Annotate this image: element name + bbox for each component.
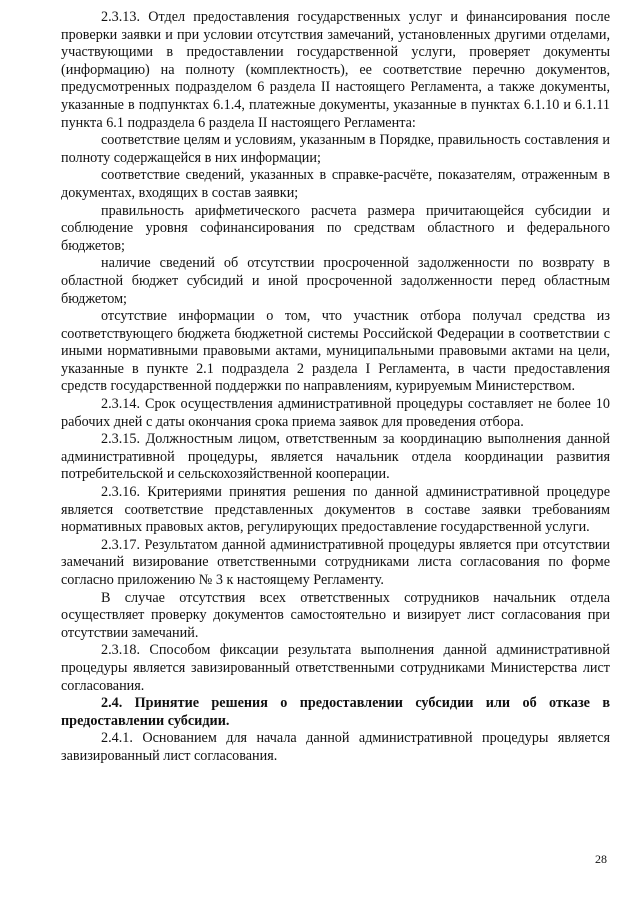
criterion-data-match: соответствие сведений, указанных в справке-расчёте, показателям, отраженным в документах, входящих в состав заявки;: [61, 167, 610, 201]
paragraph-2-4-1: 2.4.1. Основанием для начала данной административной процедуры является завизированный лист согласования.: [61, 730, 610, 764]
criterion-goals: соответствие целям и условиям, указанным в Порядке, правильность составления и полноту содержащейся в них информации;: [61, 132, 610, 166]
section-heading-2-4: 2.4. Принятие решения о предоставлении субсидии или об отказе в предоставлении субсидии.: [61, 695, 610, 729]
paragraph-2-3-18: 2.3.18. Способом фиксации результата выполнения данной административной процедуры является завизированный ответственными сотрудниками Министерства лист согласования.: [61, 642, 610, 694]
paragraph-2-3-13: 2.3.13. Отдел предоставления государственных услуг и финансирования после проверки заявки и при условии отсутствия замечаний, установленных другими отделами, участвующими в предоставлении государственной услуги, проверяет документы (информацию) на полноту (комплектность), ее соответствие перечню документов, предусмотренных подразделом 6 раздела II настоящего Регламента, а также документы, указанные в подпунктах 6.1.4, платежные документы, указанные в пунктах 6.1.10 и 6.1.11 пункта 6.1 подраздела 6 раздела II настоящего Регламента:: [61, 9, 610, 131]
criterion-no-debt: наличие сведений об отсутствии просроченной задолженности по возврату в областной бюджет субсидий и иной просроченной задолженности перед областным бюджетом;: [61, 255, 610, 307]
paragraph-2-3-16: 2.3.16. Критериями принятия решения по данной административной процедуре является соответствие представленных документов в составе заявки требованиям нормативных правовых актов, регулирующих предоставление государственной услуги.: [61, 484, 610, 536]
paragraph-2-3-15: 2.3.15. Должностным лицом, ответственным за координацию выполнения данной административной процедуры, является начальник отдела координации развития потребительской и сельскохозяйственной кооперации.: [61, 431, 610, 483]
document-page: [61, 9, 610, 766]
paragraph-2-3-17: 2.3.17. Результатом данной административной процедуры является при отсутствии замечаний визирование ответственными сотрудниками листа согласования по форме согласно приложению № 3 к настоящему Регламенту.: [61, 536, 610, 588]
paragraph-2-3-14: 2.3.14. Срок осуществления административной процедуры составляет не более 10 рабочих дней с даты окончания срока приема заявок для проведения отбора.: [61, 396, 610, 430]
page-number: 28: [595, 852, 607, 866]
criterion-arithmetic: правильность арифметического расчета размера причитающейся субсидии и соблюдение уровня софинансирования по средствам областного и федерального бюджетов;: [61, 202, 610, 254]
paragraph-absence-case: В случае отсутствия всех ответственных сотрудников начальник отдела осуществляет проверку документов самостоятельно и визирует лист согласования при отсутствии замечаний.: [61, 589, 610, 641]
criterion-no-duplicate-funding: отсутствие информации о том, что участник отбора получал средства из соответствующего бюджета бюджетной системы Российской Федерации в соответствии с иными нормативными правовыми актами, муниципальными правовыми актами на цели, указанные в пункте 2.1 подраздела 2 раздела I Регламента, в части предоставления средств государственной поддержки по направлениям, курируемым Министерством.: [61, 308, 610, 395]
